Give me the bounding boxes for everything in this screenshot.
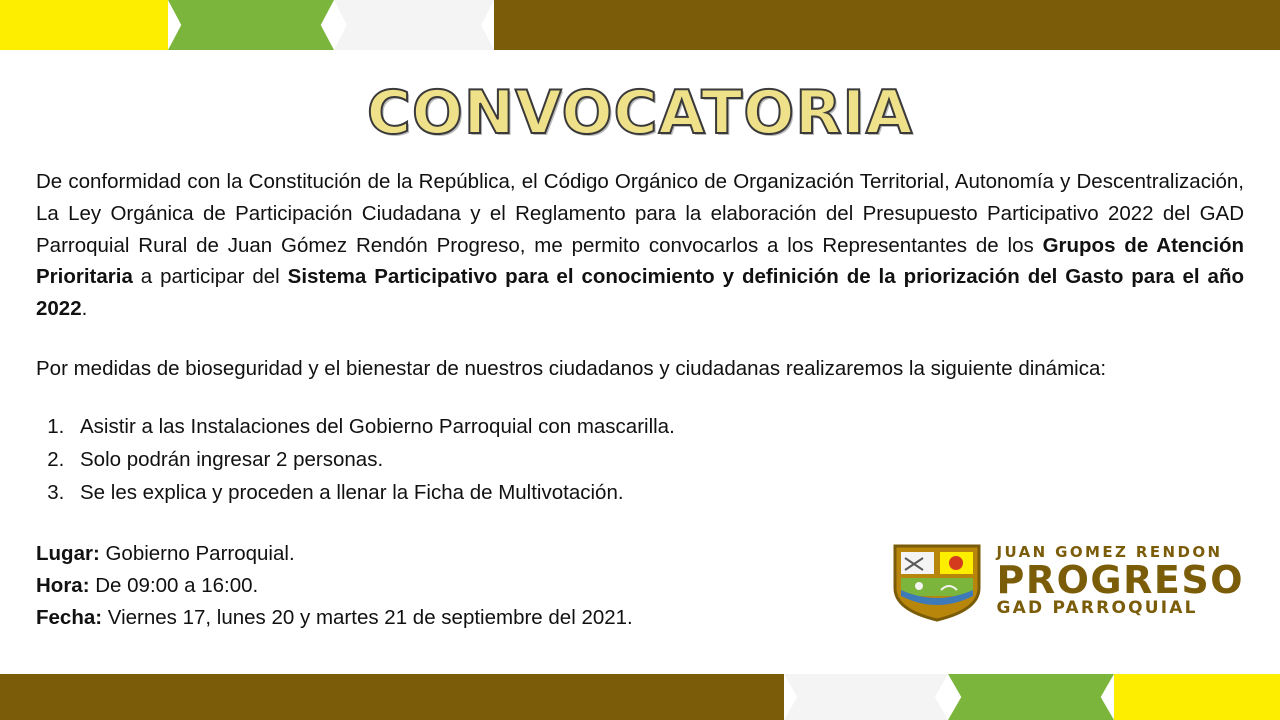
band-segment-green [948, 674, 1114, 720]
band-segment-green [168, 0, 334, 50]
page-title: CONVOCATORIA [366, 78, 914, 148]
list-item: 3. Se les explica y proceden a llenar la Ficha de Multivotación. [70, 477, 1244, 508]
coat-of-arms-icon [889, 540, 985, 622]
detail-label: Fecha: [36, 605, 103, 629]
detail-label: Lugar: [36, 542, 100, 566]
organization-logo [889, 540, 1245, 622]
band-segment-brown [0, 674, 784, 720]
band-segment-white [784, 674, 948, 720]
logo-line-main: PROGRESO [996, 558, 1244, 602]
paragraph-segment: a participar del [132, 265, 288, 289]
detail-value: Viernes 17, lunes 20 y martes 21 de septiembre del 2021. [102, 605, 633, 629]
paragraph-biosecurity: Por medidas de bioseguridad y el bienestar de nuestros ciudadanos y ciudadanas realizaremos la siguiente dinámica: [36, 356, 1107, 380]
paragraph-segment-bold: Sistema Participativo para el conocimiento y definición de la priorización del Gasto para el año 2022 [36, 265, 1244, 321]
band-segment-yellow [0, 0, 168, 50]
paragraph-convocation [36, 166, 1244, 325]
paragraph-segment-bold: Grupos de Atención Prioritaria [36, 233, 1245, 289]
document-body [0, 50, 1280, 674]
logo-line-bottom: GAD PARROQUIAL [996, 598, 1198, 618]
steps-list [36, 411, 1244, 508]
list-item: 1. Asistir a las Instalaciones del Gobierno Parroquial con mascarilla. [70, 411, 1244, 442]
top-decorative-band [0, 0, 1280, 50]
list-item: 2. Solo podrán ingresar 2 personas. [70, 444, 1244, 475]
detail-label: Hora: [36, 573, 90, 597]
paragraph-segment: . [81, 297, 88, 321]
band-segment-brown [494, 0, 1280, 50]
band-segment-white [334, 0, 494, 50]
detail-value: Gobierno Parroquial. [99, 542, 295, 566]
logo-wordmark [997, 545, 1245, 617]
band-segment-yellow [1114, 674, 1280, 720]
detail-value: De 09:00 a 16:00. [89, 573, 259, 597]
logo-line-top: JUAN GOMEZ RENDON [996, 543, 1223, 561]
paragraph-segment: De conformidad con la Constitución de la República, el Código Orgánico de Organización Territorial, Autonomía y Descentralización, La Ley Orgánica de Participación Ciudadana y el Reglamento para la elaboración del Presupuesto Participativo 2022 del GAD Parroquial Rural de Juan Gómez Rendón Progreso, me permito convocarlos a los Representantes de los [36, 170, 1244, 257]
bottom-decorative-band [0, 674, 1280, 720]
